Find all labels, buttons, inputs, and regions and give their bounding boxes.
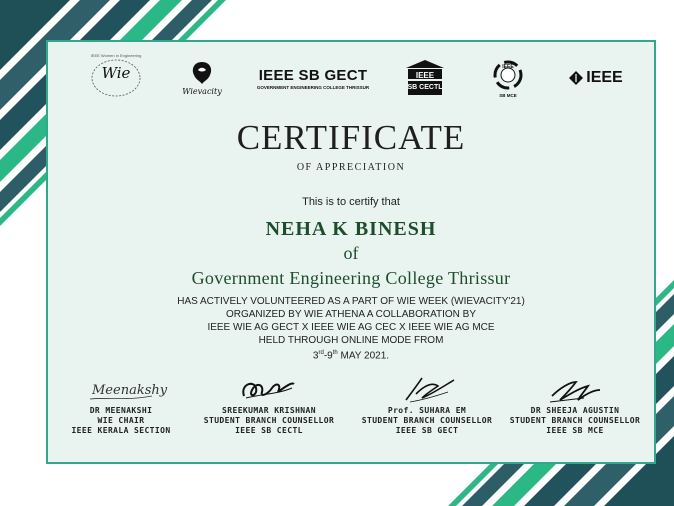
signature-image-2 — [234, 372, 304, 406]
certify-text: This is to certify that — [302, 196, 400, 208]
body-line-4: HELD THROUGH ONLINE MODE FROM — [258, 335, 444, 346]
body-line-3: IEEE WIE AG GECT X IEEE WIE AG CEC X IEEE WIE AG MCE — [207, 322, 495, 333]
sb-mce-logo — [480, 50, 536, 106]
signatory-4-org: IEEE SB MCE — [546, 426, 604, 435]
signatory-4-name: DR SHEEJA AGUSTIN — [530, 406, 620, 415]
wie-ring-text: IEEE Women in Engineering — [90, 53, 142, 58]
body-line-2: ORGANIZED BY WIE ATHENA A COLLABORATION BY — [225, 309, 477, 320]
logo-row — [48, 50, 654, 106]
signatory-3-org: IEEE SB GECT — [395, 426, 459, 435]
wie-logo — [86, 50, 146, 106]
signatory-2 — [194, 372, 344, 436]
certificate-card — [46, 40, 656, 464]
signatory-1 — [46, 372, 196, 436]
body-date: 3rd-9th MAY 2021. — [312, 350, 390, 362]
of-text: of — [343, 243, 359, 263]
signatory-3-role: STUDENT BRANCH COUNSELLOR — [361, 416, 493, 425]
signatures-row — [48, 372, 654, 452]
recipient-name: NEHA K BINESH — [265, 218, 437, 240]
certificate-title: CERTIFICATE — [236, 118, 466, 157]
sb-cectl-logo — [398, 50, 452, 106]
signatory-4 — [500, 372, 650, 436]
signatory-1-role: WIE CHAIR — [97, 416, 145, 425]
signature-1-text: Meenakshy — [92, 383, 168, 398]
sb-gect-title: IEEE SB GECT — [258, 66, 368, 84]
college-name: Government Engineering College Thrissur — [191, 268, 511, 288]
certificate-subtitle: OF APPRECIATION — [296, 162, 406, 173]
wievacity-logo — [172, 50, 232, 106]
wie-logo-text: Wie — [101, 64, 131, 82]
sb-gect-logo — [254, 50, 372, 106]
ieee-diamond-icon — [569, 71, 583, 85]
signatory-2-name: SREEKUMAR KRISHNAN — [222, 406, 316, 415]
signatory-1-name: DR MEENAKSHI — [89, 406, 153, 415]
mce-inner-text: IEEE — [502, 64, 514, 70]
cectl-text: SB CECTL — [407, 84, 443, 91]
ieee-logo — [560, 50, 632, 106]
wievacity-text: Wievacity — [182, 87, 222, 96]
signatory-3 — [352, 372, 502, 436]
signature-image-3 — [392, 372, 462, 406]
sb-gect-subtitle: GOVERNMENT ENGINEERING COLLEGE THRISSUR — [256, 84, 370, 90]
mce-label: SB MCE — [499, 92, 517, 98]
wievacity-icon — [188, 60, 216, 86]
signatory-3-name: Prof. SUHARA EM — [387, 406, 467, 415]
certificate-body — [48, 295, 654, 362]
body-line-1: HAS ACTIVELY VOLUNTEERED AS A PART OF WIE WEEK (WIEVACITY'21) — [177, 296, 525, 307]
signature-image-4 — [540, 372, 610, 406]
signature-image-1 — [86, 372, 168, 406]
signatory-2-org: IEEE SB CECTL — [235, 426, 303, 435]
signatory-2-role: STUDENT BRANCH COUNSELLOR — [203, 416, 335, 425]
cectl-top-text: IEEE — [415, 71, 435, 80]
ieee-text: IEEE — [586, 69, 623, 86]
signatory-4-role: STUDENT BRANCH COUNSELLOR — [509, 416, 641, 425]
signatory-1-org: IEEE KERALA SECTION — [71, 426, 171, 435]
